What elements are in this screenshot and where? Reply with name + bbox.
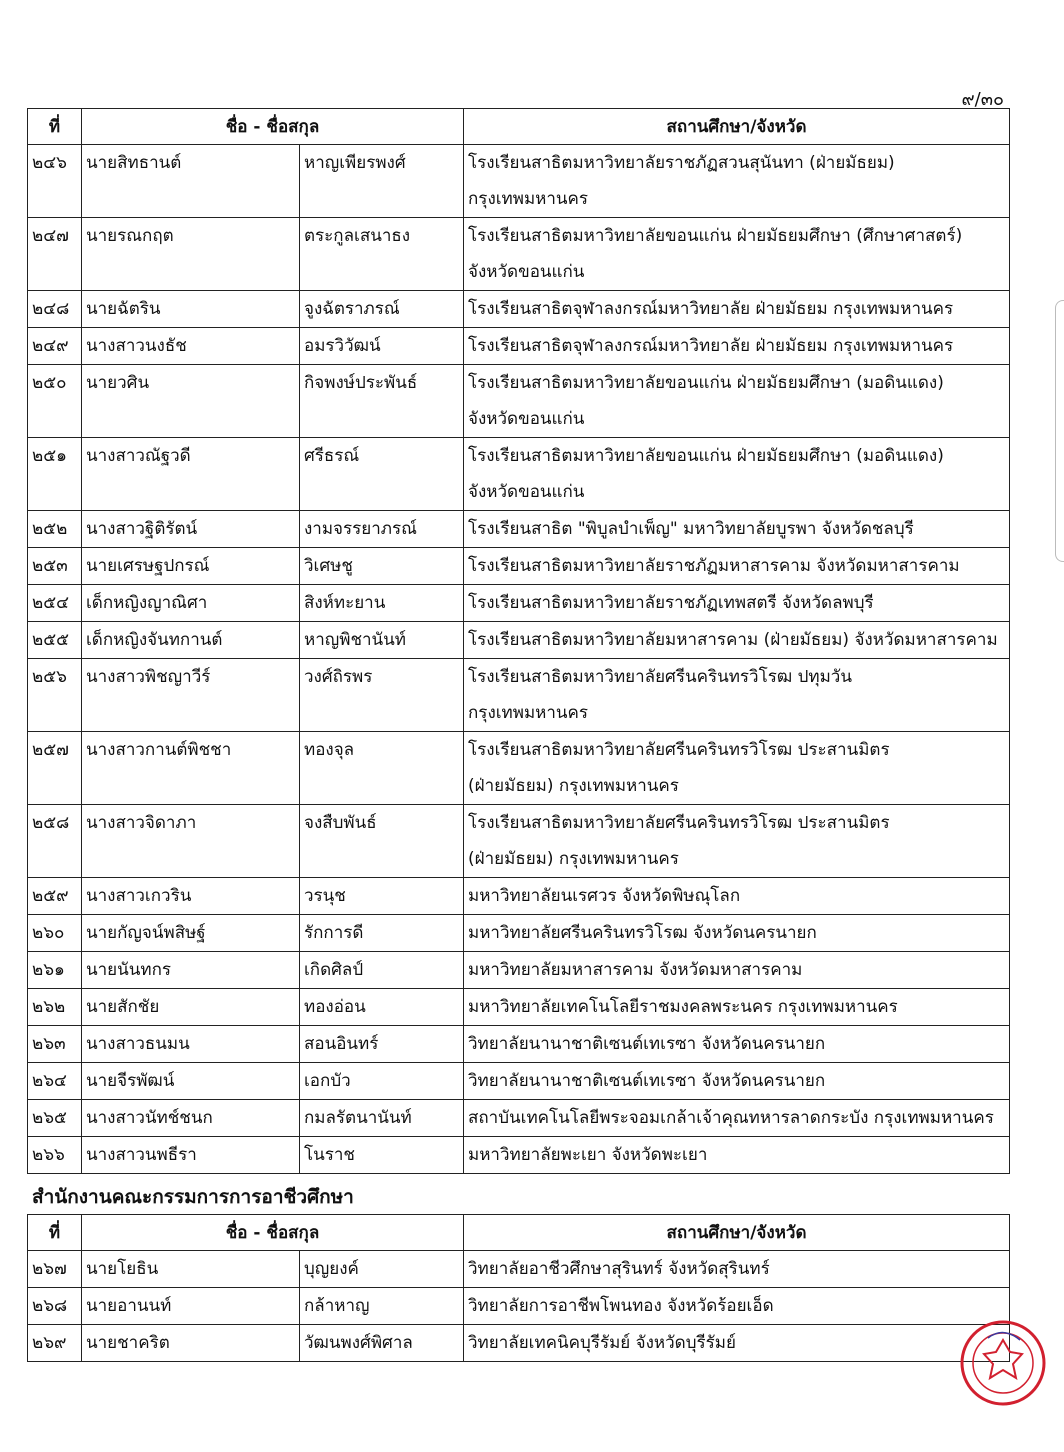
row-number: ๒๕๔ bbox=[28, 585, 82, 622]
first-name: นายกัญจน์พสิษฐ์ bbox=[82, 915, 300, 952]
last-name: เอกบัว bbox=[300, 1063, 464, 1100]
table-row bbox=[28, 218, 1010, 291]
school-province bbox=[464, 328, 1010, 365]
row-number: ๒๖๓ bbox=[28, 1026, 82, 1063]
school-province bbox=[464, 915, 1010, 952]
last-name: วัฒนพงศ์พิศาล bbox=[300, 1325, 464, 1362]
first-name: นายชาคริต bbox=[82, 1325, 300, 1362]
table-row bbox=[28, 438, 1010, 511]
school-province bbox=[464, 438, 1010, 511]
last-name: โนราช bbox=[300, 1137, 464, 1174]
school-line: วิทยาลัยอาชีวศึกษาสุรินทร์ จังหวัดสุรินทร์ bbox=[468, 1259, 770, 1279]
row-number: ๒๕๕ bbox=[28, 622, 82, 659]
school-line: มหาวิทยาลัยนเรศวร จังหวัดพิษณุโลก bbox=[468, 886, 741, 906]
table-row bbox=[28, 1325, 1010, 1362]
table-row bbox=[28, 1251, 1010, 1288]
first-name: เด็กหญิงจันทกานต์ bbox=[82, 622, 300, 659]
last-name: งามจรรยาภรณ์ bbox=[300, 511, 464, 548]
first-name: นายโยธิน bbox=[82, 1251, 300, 1288]
table-row bbox=[28, 659, 1010, 732]
school-province bbox=[464, 145, 1010, 218]
school-province bbox=[464, 548, 1010, 585]
last-name: ทองอ่อน bbox=[300, 989, 464, 1026]
school-province bbox=[464, 952, 1010, 989]
row-number: ๒๔๘ bbox=[28, 291, 82, 328]
row-number: ๒๕๓ bbox=[28, 548, 82, 585]
table-row bbox=[28, 328, 1010, 365]
school-province bbox=[464, 805, 1010, 878]
row-number: ๒๖๑ bbox=[28, 952, 82, 989]
school-line: โรงเรียนสาธิตมหาวิทยาลัยศรีนครินทรวิโรฒ ประสานมิตร bbox=[468, 740, 890, 760]
last-name: อมรวิวัฒน์ bbox=[300, 328, 464, 365]
school-province bbox=[464, 989, 1010, 1026]
table-row bbox=[28, 952, 1010, 989]
last-name: วิเศษชู bbox=[300, 548, 464, 585]
row-number: ๒๕๘ bbox=[28, 805, 82, 878]
row-number: ๒๖๖ bbox=[28, 1137, 82, 1174]
school-province bbox=[464, 1288, 1010, 1325]
row-number: ๒๖๗ bbox=[28, 1251, 82, 1288]
school-line: มหาวิทยาลัยเทคโนโลยีราชมงคลพระนคร กรุงเทพมหานคร bbox=[468, 997, 898, 1017]
table-row bbox=[28, 1288, 1010, 1325]
school-province bbox=[464, 1026, 1010, 1063]
first-name: นายเศรษฐปกรณ์ bbox=[82, 548, 300, 585]
school-province bbox=[464, 1325, 1010, 1362]
school-line: กรุงเทพมหานคร bbox=[468, 703, 589, 723]
school-line: โรงเรียนสาธิตมหาวิทยาลัยศรีนครินทรวิโรฒ ปทุมวัน bbox=[468, 667, 852, 687]
page-number: ๙/๓๐ bbox=[961, 89, 1004, 110]
row-number: ๒๖๕ bbox=[28, 1100, 82, 1137]
school-line: โรงเรียนสาธิตมหาวิทยาลัยขอนแก่น ฝ่ายมัธยมศึกษา (มอดินแดง) bbox=[468, 373, 944, 393]
school-line: มหาวิทยาลัยมหาสารคาม จังหวัดมหาสารคาม bbox=[468, 960, 803, 980]
row-number: ๒๕๑ bbox=[28, 438, 82, 511]
section-heading: สำนักงานคณะกรรมการการอาชีวศึกษา bbox=[32, 1186, 354, 1208]
row-number: ๒๕๒ bbox=[28, 511, 82, 548]
last-name: หาญเพียรพงศ์ bbox=[300, 145, 464, 218]
header-name: ชื่อ - ชื่อสกุล bbox=[82, 109, 464, 145]
table-row bbox=[28, 1100, 1010, 1137]
table-row bbox=[28, 622, 1010, 659]
last-name: วรนุช bbox=[300, 878, 464, 915]
row-number: ๒๔๖ bbox=[28, 145, 82, 218]
school-line: มหาวิทยาลัยพะเยา จังหวัดพะเยา bbox=[468, 1145, 708, 1165]
school-line: วิทยาลัยเทคนิคบุรีรัมย์ จังหวัดบุรีรัมย์ bbox=[468, 1333, 736, 1353]
header-school: สถานศึกษา/จังหวัด bbox=[464, 1215, 1010, 1251]
header-number: ที่ bbox=[28, 109, 82, 145]
last-name: เกิดศิลป์ bbox=[300, 952, 464, 989]
school-line: โรงเรียนสาธิตมหาวิทยาลัยราชภัฏเทพสตรี จังหวัดลพบุรี bbox=[468, 593, 874, 613]
row-number: ๒๕๗ bbox=[28, 732, 82, 805]
table-row bbox=[28, 989, 1010, 1026]
row-number: ๒๖๐ bbox=[28, 915, 82, 952]
last-name: สอนอินทร์ bbox=[300, 1026, 464, 1063]
last-name: บุญยงค์ bbox=[300, 1251, 464, 1288]
school-province bbox=[464, 585, 1010, 622]
school-province bbox=[464, 218, 1010, 291]
first-name: นายจีรพัฒน์ bbox=[82, 1063, 300, 1100]
school-province bbox=[464, 1100, 1010, 1137]
last-name: รักการดี bbox=[300, 915, 464, 952]
first-name: นางสาวฐิติรัตน์ bbox=[82, 511, 300, 548]
table-row bbox=[28, 548, 1010, 585]
first-name: นางสาวนพธีรา bbox=[82, 1137, 300, 1174]
school-province bbox=[464, 622, 1010, 659]
school-line: โรงเรียนสาธิตจุฬาลงกรณ์มหาวิทยาลัย ฝ่ายมัธยม กรุงเทพมหานคร bbox=[468, 336, 954, 356]
first-name: นายสักชัย bbox=[82, 989, 300, 1026]
row-number: ๒๔๙ bbox=[28, 328, 82, 365]
school-line: มหาวิทยาลัยศรีนครินทรวิโรฒ จังหวัดนครนายก bbox=[468, 923, 817, 943]
first-name: นางสาวธนมน bbox=[82, 1026, 300, 1063]
last-name: กล้าหาญ bbox=[300, 1288, 464, 1325]
school-line: โรงเรียนสาธิตมหาวิทยาลัยศรีนครินทรวิโรฒ ประสานมิตร bbox=[468, 813, 890, 833]
table-row bbox=[28, 585, 1010, 622]
last-name: หาญพิชานันท์ bbox=[300, 622, 464, 659]
last-name: กิจพงษ์ประพันธ์ bbox=[300, 365, 464, 438]
scan-edge-mark bbox=[1055, 300, 1064, 562]
table-row bbox=[28, 1137, 1010, 1174]
first-name: นางสาวเกวริน bbox=[82, 878, 300, 915]
first-name: นางสาวนงธัช bbox=[82, 328, 300, 365]
row-number: ๒๕๖ bbox=[28, 659, 82, 732]
table-row bbox=[28, 1063, 1010, 1100]
row-number: ๒๔๗ bbox=[28, 218, 82, 291]
first-name: นายนันทกร bbox=[82, 952, 300, 989]
school-province bbox=[464, 1063, 1010, 1100]
header-number: ที่ bbox=[28, 1215, 82, 1251]
last-name: ตระกูลเสนาธง bbox=[300, 218, 464, 291]
school-province bbox=[464, 365, 1010, 438]
first-name: นายรณกฤต bbox=[82, 218, 300, 291]
school-line: (ฝ่ายมัธยม) กรุงเทพมหานคร bbox=[468, 776, 679, 796]
table-row bbox=[28, 145, 1010, 218]
table-row bbox=[28, 915, 1010, 952]
roster-table-main bbox=[27, 108, 1010, 1174]
school-province bbox=[464, 511, 1010, 548]
table-row bbox=[28, 805, 1010, 878]
first-name: นางสาวจิดาภา bbox=[82, 805, 300, 878]
school-line: วิทยาลัยนานาชาติเซนต์เทเรซา จังหวัดนครนายก bbox=[468, 1034, 826, 1054]
official-seal-stamp bbox=[958, 1318, 1048, 1408]
row-number: ๒๕๙ bbox=[28, 878, 82, 915]
first-name: นางสาวพิชญาวีร์ bbox=[82, 659, 300, 732]
school-line: จังหวัดขอนแก่น bbox=[468, 262, 585, 282]
school-province bbox=[464, 878, 1010, 915]
row-number: ๒๖๘ bbox=[28, 1288, 82, 1325]
school-province bbox=[464, 659, 1010, 732]
last-name: วงศ์ถิรพร bbox=[300, 659, 464, 732]
school-province bbox=[464, 1251, 1010, 1288]
first-name: นางสาวนัทช์ชนก bbox=[82, 1100, 300, 1137]
table-row bbox=[28, 732, 1010, 805]
row-number: ๒๖๒ bbox=[28, 989, 82, 1026]
last-name: ศรีธรณ์ bbox=[300, 438, 464, 511]
first-name: นายอานนท์ bbox=[82, 1288, 300, 1325]
last-name: จูงฉัตราภรณ์ bbox=[300, 291, 464, 328]
last-name: ทองจุล bbox=[300, 732, 464, 805]
table-row bbox=[28, 878, 1010, 915]
school-line: โรงเรียนสาธิตมหาวิทยาลัยราชภัฏมหาสารคาม จังหวัดมหาสารคาม bbox=[468, 556, 960, 576]
first-name: นายสิทธานต์ bbox=[82, 145, 300, 218]
first-name: นายฉัตริน bbox=[82, 291, 300, 328]
last-name: กมลรัตนานันท์ bbox=[300, 1100, 464, 1137]
school-province bbox=[464, 732, 1010, 805]
row-number: ๒๖๙ bbox=[28, 1325, 82, 1362]
last-name: สิงห์ทะยาน bbox=[300, 585, 464, 622]
header-name: ชื่อ - ชื่อสกุล bbox=[82, 1215, 464, 1251]
school-line: กรุงเทพมหานคร bbox=[468, 189, 589, 209]
first-name: นางสาวกานต์พิชชา bbox=[82, 732, 300, 805]
school-line: วิทยาลัยการอาชีพโพนทอง จังหวัดร้อยเอ็ด bbox=[468, 1296, 774, 1316]
first-name: เด็กหญิงญาณิศา bbox=[82, 585, 300, 622]
table-row bbox=[28, 1026, 1010, 1063]
school-line: โรงเรียนสาธิตมหาวิทยาลัยราชภัฏสวนสุนันทา (ฝ่ายมัธยม) bbox=[468, 153, 895, 173]
school-line: โรงเรียนสาธิตมหาวิทยาลัยขอนแก่น ฝ่ายมัธยมศึกษา (มอดินแดง) bbox=[468, 446, 944, 466]
row-number: ๒๖๔ bbox=[28, 1063, 82, 1100]
roster-table-vocational bbox=[27, 1214, 1010, 1362]
first-name: นางสาวณัฐวดี bbox=[82, 438, 300, 511]
last-name: จงสืบพันธ์ bbox=[300, 805, 464, 878]
school-line: วิทยาลัยนานาชาติเซนต์เทเรซา จังหวัดนครนายก bbox=[468, 1071, 826, 1091]
table-row bbox=[28, 365, 1010, 438]
school-line: จังหวัดขอนแก่น bbox=[468, 409, 585, 429]
school-province bbox=[464, 291, 1010, 328]
row-number: ๒๕๐ bbox=[28, 365, 82, 438]
school-line: โรงเรียนสาธิตมหาวิทยาลัยขอนแก่น ฝ่ายมัธยมศึกษา (ศึกษาศาสตร์) bbox=[468, 226, 963, 246]
school-line: จังหวัดขอนแก่น bbox=[468, 482, 585, 502]
school-line: โรงเรียนสาธิตจุฬาลงกรณ์มหาวิทยาลัย ฝ่ายมัธยม กรุงเทพมหานคร bbox=[468, 299, 954, 319]
school-province bbox=[464, 1137, 1010, 1174]
school-line: โรงเรียนสาธิตมหาวิทยาลัยมหาสารคาม (ฝ่ายมัธยม) จังหวัดมหาสารคาม bbox=[468, 630, 998, 650]
table-row bbox=[28, 511, 1010, 548]
table-row bbox=[28, 291, 1010, 328]
school-line: สถาบันเทคโนโลยีพระจอมเกล้าเจ้าคุณทหารลาดกระบัง กรุงเทพมหานคร bbox=[468, 1108, 994, 1128]
school-line: (ฝ่ายมัธยม) กรุงเทพมหานคร bbox=[468, 849, 679, 869]
school-line: โรงเรียนสาธิต "พิบูลบำเพ็ญ" มหาวิทยาลัยบูรพา จังหวัดชลบุรี bbox=[468, 519, 914, 539]
first-name: นายวศิน bbox=[82, 365, 300, 438]
header-school: สถานศึกษา/จังหวัด bbox=[464, 109, 1010, 145]
